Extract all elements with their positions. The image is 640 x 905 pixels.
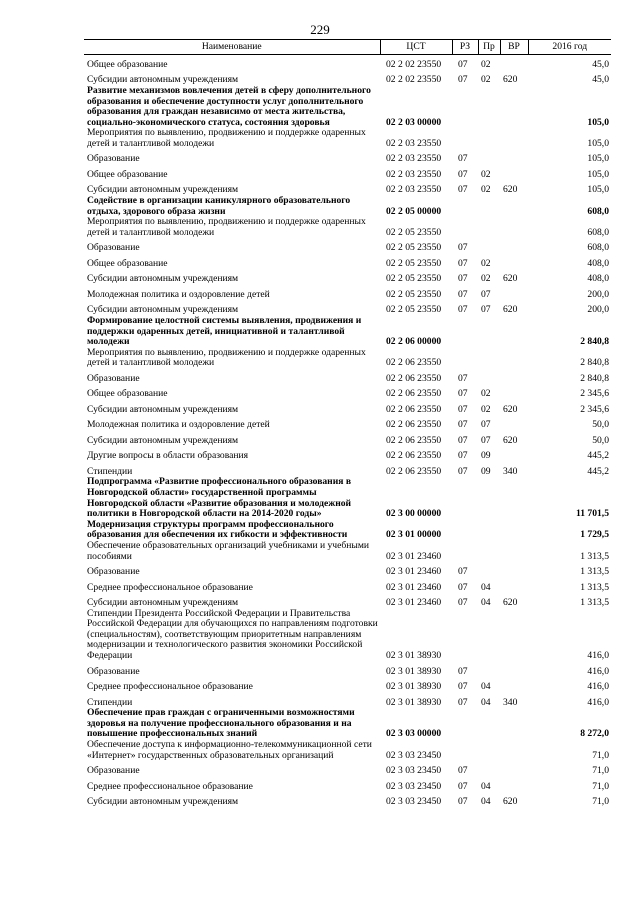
row-cst-cell: 02 2 05 00000 bbox=[386, 205, 442, 217]
row-pr-cell bbox=[478, 520, 500, 541]
row-sum-cell: 2 840,8 bbox=[580, 372, 609, 384]
row-pr-cell: 02 bbox=[481, 74, 491, 86]
row-pr-cell bbox=[478, 609, 500, 662]
row-cst-cell: 02 2 02 23550 bbox=[386, 74, 442, 86]
table-row bbox=[84, 562, 611, 578]
header-name: Наименование bbox=[84, 40, 380, 55]
row-name-cell: Общее образование bbox=[87, 168, 168, 180]
row-sum-cell: 105,0 bbox=[587, 184, 609, 196]
row-name-cell: Общее образование bbox=[87, 257, 168, 269]
row-rz-cell: 07 bbox=[458, 403, 468, 415]
row-sum-cell: 1 313,5 bbox=[580, 550, 609, 562]
table-row bbox=[84, 415, 611, 431]
row-sum-cell: 416,0 bbox=[587, 696, 609, 708]
row-vr-cell: 340 bbox=[503, 696, 518, 708]
row-name-cell: Содействие в организации каникулярного образовательного отдыха, здорового образа жизни bbox=[87, 195, 351, 217]
table-row bbox=[84, 238, 611, 254]
row-pr-cell bbox=[478, 562, 500, 578]
row-vr-cell bbox=[500, 562, 528, 578]
row-cst-cell: 02 2 03 23550 bbox=[386, 137, 442, 149]
table-row bbox=[84, 761, 611, 777]
row-pr-cell: 02 bbox=[481, 58, 491, 70]
row-name-cell: Обеспечение доступа к информационно-телекоммуникационной сети «Интернет» государственных образовательных организаций bbox=[87, 738, 372, 761]
row-pr-cell bbox=[478, 217, 500, 238]
row-rz-cell: 07 bbox=[458, 168, 468, 180]
table-row bbox=[84, 431, 611, 447]
table-row bbox=[84, 86, 611, 128]
row-sum-cell: 1 729,5 bbox=[580, 529, 609, 541]
row-rz-cell bbox=[452, 196, 478, 217]
row-rz-cell: 07 bbox=[458, 388, 468, 400]
row-pr-cell: 04 bbox=[481, 581, 491, 593]
table-row bbox=[84, 300, 611, 316]
row-rz-cell: 07 bbox=[458, 597, 468, 609]
row-name-cell: Образование bbox=[87, 153, 140, 165]
table-row bbox=[84, 446, 611, 462]
row-rz-cell: 07 bbox=[458, 581, 468, 593]
row-sum-cell: 2 345,6 bbox=[580, 388, 609, 400]
row-cst-cell: 02 2 05 23550 bbox=[386, 226, 442, 238]
row-rz-cell: 07 bbox=[458, 434, 468, 446]
row-rz-cell: 07 bbox=[458, 681, 468, 693]
row-sum-cell: 416,0 bbox=[587, 681, 609, 693]
row-vr-cell bbox=[500, 55, 528, 71]
row-sum-cell: 11 701,5 bbox=[575, 508, 609, 520]
row-pr-cell: 02 bbox=[481, 403, 491, 415]
row-cst-cell: 02 3 03 23450 bbox=[386, 780, 442, 792]
row-rz-cell: 07 bbox=[458, 450, 468, 462]
row-pr-cell bbox=[478, 348, 500, 369]
row-cst-cell: 02 2 05 23550 bbox=[386, 242, 442, 254]
row-cst-cell: 02 2 06 23550 bbox=[386, 450, 442, 462]
row-pr-cell bbox=[478, 708, 500, 740]
row-name-cell: Субсидии автономным учреждениям bbox=[87, 434, 239, 446]
table-row bbox=[84, 609, 611, 662]
row-pr-cell bbox=[478, 369, 500, 385]
row-vr-cell: 620 bbox=[503, 403, 518, 415]
table-row bbox=[84, 593, 611, 609]
table-row bbox=[84, 792, 611, 808]
table-row bbox=[84, 369, 611, 385]
row-name-cell: Образование bbox=[87, 665, 140, 677]
row-pr-cell: 07 bbox=[481, 304, 491, 316]
table-row bbox=[84, 462, 611, 478]
table-row bbox=[84, 520, 611, 541]
row-name-cell: Мероприятия по выявлению, продвижению и поддержке одаренных детей и талантливой молодежи bbox=[87, 346, 366, 369]
table-row bbox=[84, 254, 611, 270]
row-pr-cell: 09 bbox=[481, 450, 491, 462]
row-rz-cell: 07 bbox=[458, 419, 468, 431]
row-pr-cell bbox=[478, 86, 500, 128]
row-pr-cell bbox=[478, 662, 500, 678]
row-vr-cell: 620 bbox=[503, 796, 518, 807]
row-name-cell: Образование bbox=[87, 566, 140, 578]
row-pr-cell bbox=[478, 740, 500, 761]
table-row bbox=[84, 677, 611, 693]
table-row bbox=[84, 196, 611, 217]
row-cst-cell: 02 2 05 23550 bbox=[386, 304, 442, 316]
row-name-cell: Образование bbox=[87, 372, 140, 384]
row-cst-cell: 02 2 06 23550 bbox=[386, 372, 442, 384]
row-vr-cell: 620 bbox=[503, 434, 518, 446]
row-vr-cell bbox=[500, 238, 528, 254]
row-sum-cell: 105,0 bbox=[587, 116, 609, 128]
row-name-cell: Субсидии автономным учреждениям bbox=[87, 403, 239, 415]
row-vr-cell bbox=[500, 196, 528, 217]
row-vr-cell bbox=[500, 86, 528, 128]
row-rz-cell bbox=[452, 708, 478, 740]
row-vr-cell bbox=[500, 316, 528, 348]
row-name-cell: Субсидии автономным учреждениям bbox=[87, 597, 239, 609]
row-rz-cell: 07 bbox=[458, 780, 468, 792]
header-vr: ВР bbox=[500, 40, 528, 55]
row-cst-cell: 02 2 05 23550 bbox=[386, 273, 442, 285]
row-cst-cell: 02 3 00 00000 bbox=[386, 508, 442, 520]
row-cst-cell: 02 2 06 23550 bbox=[386, 357, 442, 369]
row-name-cell: Стипендии bbox=[87, 696, 133, 708]
row-sum-cell: 608,0 bbox=[587, 226, 609, 238]
row-cst-cell: 02 2 06 23550 bbox=[386, 388, 442, 400]
row-vr-cell bbox=[500, 150, 528, 166]
row-pr-cell: 04 bbox=[481, 696, 491, 708]
row-rz-cell bbox=[452, 128, 478, 149]
row-pr-cell: 09 bbox=[481, 465, 491, 477]
row-rz-cell bbox=[452, 740, 478, 761]
row-vr-cell bbox=[500, 708, 528, 740]
row-rz-cell: 07 bbox=[458, 257, 468, 269]
row-pr-cell bbox=[478, 150, 500, 166]
row-cst-cell: 02 3 01 38930 bbox=[386, 665, 442, 677]
row-rz-cell: 07 bbox=[458, 273, 468, 285]
row-pr-cell: 04 bbox=[481, 796, 491, 807]
row-sum-cell: 50,0 bbox=[592, 434, 609, 446]
row-pr-cell: 02 bbox=[481, 388, 491, 400]
row-rz-cell bbox=[452, 348, 478, 369]
row-rz-cell: 07 bbox=[458, 696, 468, 708]
table-row bbox=[84, 165, 611, 181]
row-name-cell: Субсидии автономным учреждениям bbox=[87, 74, 239, 86]
row-vr-cell bbox=[500, 677, 528, 693]
row-vr-cell bbox=[500, 369, 528, 385]
row-cst-cell: 02 3 03 23450 bbox=[386, 749, 442, 761]
table-row bbox=[84, 578, 611, 594]
row-sum-cell: 2 840,8 bbox=[580, 336, 609, 348]
row-vr-cell bbox=[500, 609, 528, 662]
row-vr-cell bbox=[500, 285, 528, 301]
row-name-cell: Модернизация структуры программ профессионального образования для обеспечения их гибкости и эффективности bbox=[87, 518, 348, 541]
table-header bbox=[84, 40, 611, 55]
row-pr-cell: 02 bbox=[481, 257, 491, 269]
table-row bbox=[84, 662, 611, 678]
row-name-cell: Развитие механизмов вовлечения детей в сферу дополнительного образования и обеспечение доступности услуг дополнительного образования для граждан независимо от места жительства, социально-экономического статуса, состояния здоровья bbox=[87, 85, 371, 128]
table-row bbox=[84, 708, 611, 740]
row-sum-cell: 45,0 bbox=[592, 58, 609, 70]
table-row bbox=[84, 150, 611, 166]
row-vr-cell bbox=[500, 254, 528, 270]
row-pr-cell: 02 bbox=[481, 273, 491, 285]
row-vr-cell: 620 bbox=[503, 74, 518, 86]
row-pr-cell: 02 bbox=[481, 184, 491, 196]
row-name-cell: Среднее профессиональное образование bbox=[87, 681, 253, 693]
row-vr-cell: 620 bbox=[503, 273, 518, 285]
row-sum-cell: 71,0 bbox=[592, 796, 609, 807]
table-row bbox=[84, 55, 611, 71]
table-row bbox=[84, 777, 611, 793]
row-vr-cell bbox=[500, 165, 528, 181]
row-vr-cell bbox=[500, 520, 528, 541]
row-cst-cell: 02 2 06 23550 bbox=[386, 419, 442, 431]
row-sum-cell: 50,0 bbox=[592, 419, 609, 431]
row-sum-cell: 105,0 bbox=[587, 137, 609, 149]
row-rz-cell bbox=[452, 477, 478, 519]
row-cst-cell: 02 3 01 23460 bbox=[386, 597, 442, 609]
row-rz-cell: 07 bbox=[458, 665, 468, 677]
row-vr-cell bbox=[500, 662, 528, 678]
row-cst-cell: 02 3 01 23460 bbox=[386, 550, 442, 562]
row-rz-cell bbox=[452, 609, 478, 662]
row-cst-cell: 02 2 03 23550 bbox=[386, 168, 442, 180]
row-cst-cell: 02 2 03 23550 bbox=[386, 184, 442, 196]
row-name-cell: Образование bbox=[87, 242, 140, 254]
row-name-cell: Среднее профессиональное образование bbox=[87, 581, 253, 593]
table-row bbox=[84, 128, 611, 149]
row-sum-cell: 200,0 bbox=[587, 288, 609, 300]
row-vr-cell: 620 bbox=[503, 304, 518, 316]
row-pr-cell: 04 bbox=[481, 780, 491, 792]
row-cst-cell: 02 2 06 00000 bbox=[386, 336, 442, 348]
row-vr-cell bbox=[500, 217, 528, 238]
row-cst-cell: 02 3 01 00000 bbox=[386, 529, 442, 541]
header-pr: Пр bbox=[478, 40, 500, 55]
row-vr-cell bbox=[500, 761, 528, 777]
row-name-cell: Молодежная политика и оздоровление детей bbox=[87, 288, 270, 300]
row-sum-cell: 445,2 bbox=[587, 450, 609, 462]
row-name-cell: Общее образование bbox=[87, 58, 168, 70]
row-name-cell: Молодежная политика и оздоровление детей bbox=[87, 419, 270, 431]
row-sum-cell: 71,0 bbox=[592, 749, 609, 761]
row-rz-cell: 07 bbox=[458, 288, 468, 300]
row-pr-cell: 07 bbox=[481, 288, 491, 300]
row-name-cell: Образование bbox=[87, 765, 140, 776]
row-sum-cell: 71,0 bbox=[592, 780, 609, 792]
row-sum-cell: 2 840,8 bbox=[580, 357, 609, 369]
row-name-cell: Субсидии автономным учреждениям bbox=[87, 796, 239, 807]
row-pr-cell bbox=[478, 196, 500, 217]
row-cst-cell: 02 2 03 23550 bbox=[386, 153, 442, 165]
row-cst-cell: 02 2 06 23550 bbox=[386, 434, 442, 446]
row-vr-cell bbox=[500, 384, 528, 400]
row-vr-cell bbox=[500, 541, 528, 562]
row-rz-cell bbox=[452, 316, 478, 348]
table-row bbox=[84, 316, 611, 348]
row-name-cell: Другие вопросы в области образования bbox=[87, 450, 249, 462]
row-vr-cell: 620 bbox=[503, 184, 518, 196]
row-name-cell: Подпрограмма «Развитие профессионального образования в Новгородской области» государственной программы Новгородской области «Развитие образования и молодежной политики в Новгородской области на 2014-2020 годы» bbox=[87, 476, 352, 520]
row-pr-cell: 07 bbox=[481, 434, 491, 446]
table-row bbox=[84, 269, 611, 285]
row-name-cell: Формирование целостной системы выявления, продвижения и поддержки одаренных детей, инициативной и талантливой молодежи bbox=[87, 314, 362, 348]
row-name-cell: Обеспечение прав граждан с ограниченными возможностями здоровья на получение профессионального образования и на повышение профессиональных знаний bbox=[87, 707, 355, 740]
row-vr-cell: 620 bbox=[503, 597, 518, 609]
table-row bbox=[84, 477, 611, 519]
row-cst-cell: 02 2 05 23550 bbox=[386, 288, 442, 300]
row-rz-cell: 07 bbox=[458, 184, 468, 196]
row-cst-cell: 02 2 03 00000 bbox=[386, 116, 442, 128]
row-vr-cell bbox=[500, 477, 528, 519]
row-sum-cell: 408,0 bbox=[587, 273, 609, 285]
row-cst-cell: 02 3 01 38930 bbox=[386, 696, 442, 708]
row-name-cell: Субсидии автономным учреждениям bbox=[87, 273, 239, 285]
row-rz-cell: 07 bbox=[458, 765, 468, 776]
budget-table bbox=[84, 39, 611, 808]
row-rz-cell: 07 bbox=[458, 465, 468, 477]
row-name-cell: Стипендии bbox=[87, 465, 133, 477]
row-sum-cell: 408,0 bbox=[587, 257, 609, 269]
table-row bbox=[84, 384, 611, 400]
row-rz-cell: 07 bbox=[458, 153, 468, 165]
table-row bbox=[84, 693, 611, 709]
row-sum-cell: 1 313,5 bbox=[580, 581, 609, 593]
row-rz-cell: 07 bbox=[458, 304, 468, 316]
table-row bbox=[84, 541, 611, 562]
header-year: 2016 год bbox=[528, 40, 611, 55]
row-vr-cell bbox=[500, 578, 528, 594]
row-pr-cell bbox=[478, 761, 500, 777]
row-rz-cell bbox=[452, 86, 478, 128]
row-vr-cell: 340 bbox=[503, 465, 518, 477]
row-rz-cell: 07 bbox=[458, 58, 468, 70]
row-rz-cell: 07 bbox=[458, 242, 468, 254]
row-sum-cell: 416,0 bbox=[587, 650, 609, 662]
row-name-cell: Среднее профессиональное образование bbox=[87, 780, 253, 792]
row-rz-cell bbox=[452, 541, 478, 562]
table-row bbox=[84, 285, 611, 301]
table-row bbox=[84, 217, 611, 238]
row-sum-cell: 1 313,5 bbox=[580, 597, 609, 609]
page-number: 229 bbox=[310, 22, 330, 37]
table-row bbox=[84, 71, 611, 87]
row-vr-cell bbox=[500, 415, 528, 431]
row-pr-cell bbox=[478, 238, 500, 254]
row-sum-cell: 200,0 bbox=[587, 304, 609, 316]
row-pr-cell bbox=[478, 477, 500, 519]
row-sum-cell: 608,0 bbox=[587, 205, 609, 217]
row-cst-cell: 02 2 06 23550 bbox=[386, 403, 442, 415]
row-name-cell: Мероприятия по выявлению, продвижению и поддержке одаренных детей и талантливой молодежи bbox=[87, 127, 366, 149]
row-cst-cell: 02 3 01 23460 bbox=[386, 581, 442, 593]
row-rz-cell: 07 bbox=[458, 796, 468, 807]
row-cst-cell: 02 3 01 38930 bbox=[386, 681, 442, 693]
row-name-cell: Субсидии автономным учреждениям bbox=[87, 304, 239, 316]
row-cst-cell: 02 2 06 23550 bbox=[386, 465, 442, 477]
table-row bbox=[84, 181, 611, 197]
row-rz-cell: 07 bbox=[458, 372, 468, 384]
row-sum-cell: 445,2 bbox=[587, 465, 609, 477]
row-pr-cell: 02 bbox=[481, 168, 491, 180]
row-rz-cell: 07 bbox=[458, 566, 468, 578]
header-rz: РЗ bbox=[452, 40, 478, 55]
row-cst-cell: 02 3 01 38930 bbox=[386, 650, 442, 662]
row-pr-cell bbox=[478, 541, 500, 562]
row-sum-cell: 2 345,6 bbox=[580, 403, 609, 415]
row-sum-cell: 45,0 bbox=[592, 74, 609, 86]
row-cst-cell: 02 2 05 23550 bbox=[386, 257, 442, 269]
row-pr-cell bbox=[478, 128, 500, 149]
row-vr-cell bbox=[500, 740, 528, 761]
row-pr-cell: 04 bbox=[481, 597, 491, 609]
row-sum-cell: 1 313,5 bbox=[580, 566, 609, 578]
row-sum-cell: 71,0 bbox=[592, 765, 609, 776]
table-row bbox=[84, 400, 611, 416]
row-vr-cell bbox=[500, 446, 528, 462]
row-name-cell: Стипендии Президента Российской Федерации и Правительства Российской Федерации для обучающихся по направлениям подготовки (специальностям), соответствующим приоритетным направлениям модернизации и технологического развития экономики Российской Федерации bbox=[87, 607, 378, 662]
row-cst-cell: 02 3 03 23450 bbox=[386, 765, 442, 776]
row-rz-cell bbox=[452, 217, 478, 238]
row-vr-cell bbox=[500, 777, 528, 793]
header-cst: ЦСТ bbox=[380, 40, 452, 55]
row-name-cell: Субсидии автономным учреждениям bbox=[87, 184, 239, 196]
row-cst-cell: 02 3 03 00000 bbox=[386, 728, 442, 740]
row-name-cell: Обеспечение образовательных организаций учебниками и учебными пособиями bbox=[87, 539, 370, 562]
row-sum-cell: 105,0 bbox=[587, 153, 609, 165]
row-pr-cell: 07 bbox=[481, 419, 491, 431]
row-sum-cell: 416,0 bbox=[587, 665, 609, 677]
row-vr-cell bbox=[500, 348, 528, 369]
row-cst-cell: 02 2 02 23550 bbox=[386, 58, 442, 70]
row-name-cell: Общее образование bbox=[87, 388, 168, 400]
table-body bbox=[84, 55, 611, 808]
row-rz-cell: 07 bbox=[458, 74, 468, 86]
row-pr-cell: 04 bbox=[481, 681, 491, 693]
row-pr-cell bbox=[478, 316, 500, 348]
row-sum-cell: 608,0 bbox=[587, 242, 609, 254]
row-rz-cell bbox=[452, 520, 478, 541]
row-cst-cell: 02 3 03 23450 bbox=[386, 796, 442, 807]
table-row bbox=[84, 740, 611, 761]
row-sum-cell: 8 272,0 bbox=[580, 728, 609, 740]
row-sum-cell: 105,0 bbox=[587, 168, 609, 180]
table-row bbox=[84, 348, 611, 369]
row-cst-cell: 02 3 01 23460 bbox=[386, 566, 442, 578]
row-vr-cell bbox=[500, 128, 528, 149]
row-name-cell: Мероприятия по выявлению, продвижению и поддержке одаренных детей и талантливой молодежи bbox=[87, 216, 366, 238]
